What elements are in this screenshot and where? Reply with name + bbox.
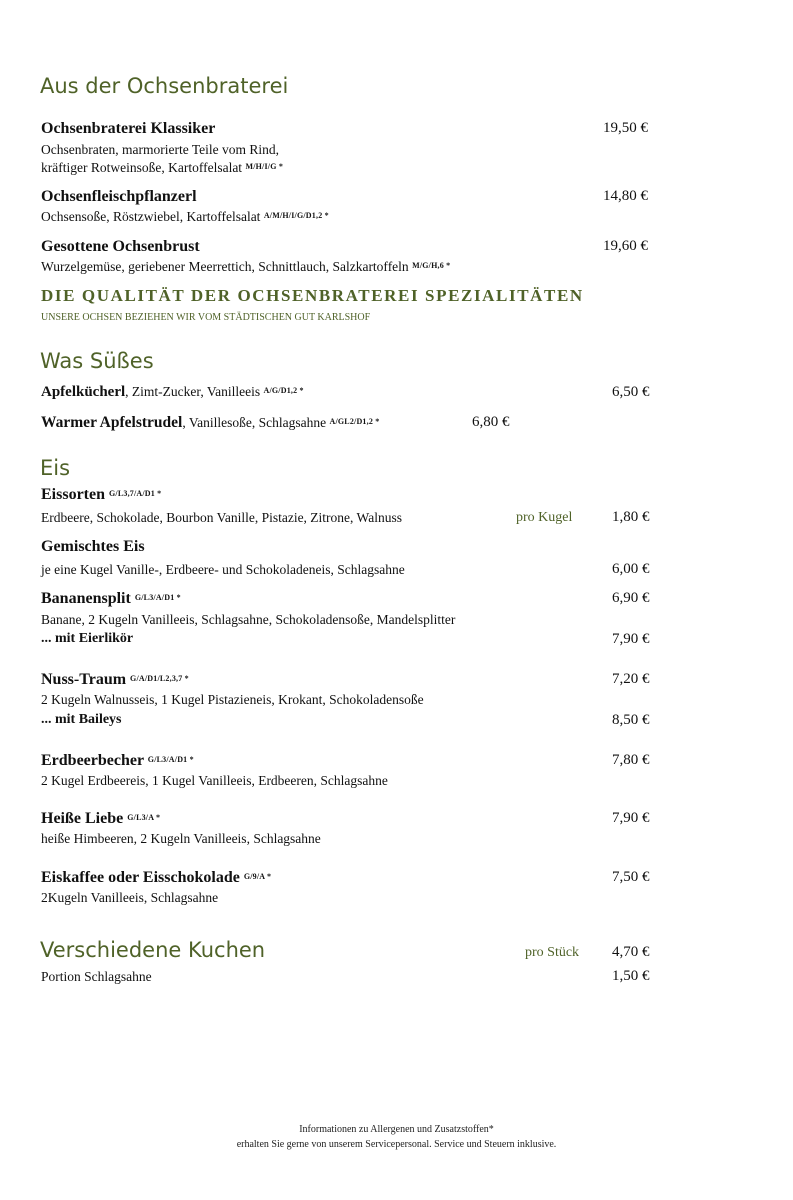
allergen-codes: G/L3,7/A/D1 * bbox=[109, 489, 162, 498]
dish-name: Heiße Liebe bbox=[41, 810, 124, 827]
dish-description: 2 Kugeln Walnusseis, 1 Kugel Pistazieneis, Krokant, Schokoladensoße bbox=[41, 692, 424, 707]
section-heading-suesses: Was Süßes bbox=[40, 349, 154, 373]
dish-name: Ochsenbraterei Klassiker bbox=[41, 120, 216, 137]
dish-name-line bbox=[41, 752, 194, 770]
section-heading-kuchen: Verschiedene Kuchen bbox=[40, 938, 266, 962]
dish-price: 7,50 € bbox=[612, 869, 650, 885]
dish-extra-price: 7,90 € bbox=[612, 631, 650, 647]
dish-name: Gemischtes Eis bbox=[41, 538, 145, 555]
allergen-codes: A/G/D1,2 * bbox=[263, 386, 304, 395]
unit-label: pro Stück bbox=[525, 945, 580, 960]
dish-description bbox=[41, 259, 450, 275]
allergen-codes: G/L3/A/D1 * bbox=[134, 593, 181, 602]
dish-description: Ochsenbraten, marmorierte Teile vom Rind, bbox=[41, 142, 279, 157]
dish-description bbox=[41, 160, 283, 176]
dish-description: 2Kugeln Vanilleeis, Schlagsahne bbox=[41, 890, 219, 905]
dish-name: Bananensplit bbox=[41, 590, 131, 607]
dish-name: Eiskaffee oder Eisschokolade bbox=[41, 869, 240, 886]
dish-name: Ochsenfleischpflanzerl bbox=[41, 188, 197, 205]
dish-price: 14,80 € bbox=[603, 188, 648, 204]
allergen-codes: A/M/H/I/G/D1,2 * bbox=[263, 211, 329, 220]
dish-description: , Zimt-Zucker, Vanilleeis bbox=[125, 384, 261, 399]
dish-description: Erdbeere, Schokolade, Bourbon Vanille, Pistazie, Zitrone, Walnuss bbox=[41, 510, 402, 525]
dish-name-line bbox=[41, 486, 161, 504]
dish-price: 19,50 € bbox=[603, 120, 648, 136]
dish-price: 7,80 € bbox=[612, 752, 650, 768]
dish-line bbox=[41, 414, 379, 432]
dish-name: Gesottene Ochsenbrust bbox=[41, 238, 200, 255]
dish-extra-option: ... mit Baileys bbox=[41, 712, 122, 727]
dish-name-line bbox=[41, 869, 271, 887]
allergen-codes: G/A/D1/L2,3,7 * bbox=[130, 674, 189, 683]
dish-description: Banane, 2 Kugeln Vanilleeis, Schlagsahne, Schokoladensoße, Mandelsplitter bbox=[41, 612, 456, 627]
dish-name-line bbox=[41, 590, 181, 608]
dish-description-text: Ochsensoße, Röstzwiebel, Kartoffelsalat bbox=[41, 209, 261, 224]
dish-price: 1,80 € bbox=[612, 509, 650, 525]
dish-description bbox=[41, 209, 329, 225]
dish-name-line bbox=[41, 810, 160, 828]
dish-price: 6,90 € bbox=[612, 590, 650, 606]
dish-price: 6,00 € bbox=[612, 561, 650, 577]
dish-description: , Vanillesoße, Schlagsahne bbox=[182, 415, 327, 430]
dish-name: Erdbeerbecher bbox=[41, 752, 144, 769]
footer-allergen-info: Informationen zu Allergenen und Zusatzstoffen* bbox=[299, 1124, 494, 1135]
dish-description: heiße Himbeeren, 2 Kugeln Vanilleeis, Schlagsahne bbox=[41, 831, 321, 846]
dish-description: je eine Kugel Vanille-, Erdbeere- und Schokoladeneis, Schlagsahne bbox=[41, 562, 405, 577]
dish-name-line bbox=[41, 671, 189, 689]
footer-service-info: erhalten Sie gerne von unserem Servicepersonal. Service und Steuern inklusive. bbox=[236, 1139, 557, 1150]
dish-name: Warmer Apfelstrudel bbox=[41, 414, 183, 431]
section-heading-eis: Eis bbox=[40, 456, 71, 480]
dish-name: Eissorten bbox=[41, 486, 105, 503]
dish-description: 2 Kugel Erdbeereis, 1 Kugel Vanilleeis, Erdbeeren, Schlagsahne bbox=[41, 773, 388, 788]
dish-description: Portion Schlagsahne bbox=[41, 969, 152, 984]
dish-price: 4,70 € bbox=[612, 944, 650, 960]
dish-price: 7,20 € bbox=[612, 671, 650, 687]
dish-price: 1,50 € bbox=[612, 968, 650, 984]
section-heading-ochsenbraterei: Aus der Ochsenbraterei bbox=[40, 74, 289, 98]
dish-name: Apfelkücherl bbox=[41, 384, 126, 400]
dish-extra-price: 8,50 € bbox=[612, 712, 650, 728]
dish-price: 6,50 € bbox=[612, 384, 650, 400]
allergen-codes: G/L3/A * bbox=[127, 813, 161, 822]
dish-description-text: Wurzelgemüse, geriebener Meerrettich, Schnittlauch, Salzkartoffeln bbox=[41, 259, 409, 274]
dish-description-text: kräftiger Rotweinsoße, Kartoffelsalat bbox=[41, 160, 243, 175]
quality-subtitle: UNSERE OCHSEN BEZIEHEN WIR VOM STÄDTISCHEN GUT KARLSHOF bbox=[41, 312, 371, 323]
quality-title: DIE QUALITÄT DER OCHSENBRATEREI SPEZIALITÄTEN bbox=[41, 286, 584, 305]
dish-line bbox=[41, 384, 304, 401]
allergen-codes: G/L3/A/D1 * bbox=[147, 755, 194, 764]
dish-price: 6,80 € bbox=[472, 414, 510, 430]
dish-price: 19,60 € bbox=[603, 238, 648, 254]
allergen-codes: M/G/H,6 * bbox=[412, 261, 451, 270]
allergen-codes: G/9/A * bbox=[243, 872, 272, 881]
dish-extra-option: ... mit Eierlikör bbox=[41, 631, 134, 646]
dish-name: Nuss-Traum bbox=[41, 671, 127, 688]
dish-price: 7,90 € bbox=[612, 810, 650, 826]
allergen-codes: A/GL2/D1,2 * bbox=[329, 417, 380, 426]
allergen-codes: M/H/I/G * bbox=[245, 162, 284, 171]
unit-label: pro Kugel bbox=[516, 510, 573, 525]
